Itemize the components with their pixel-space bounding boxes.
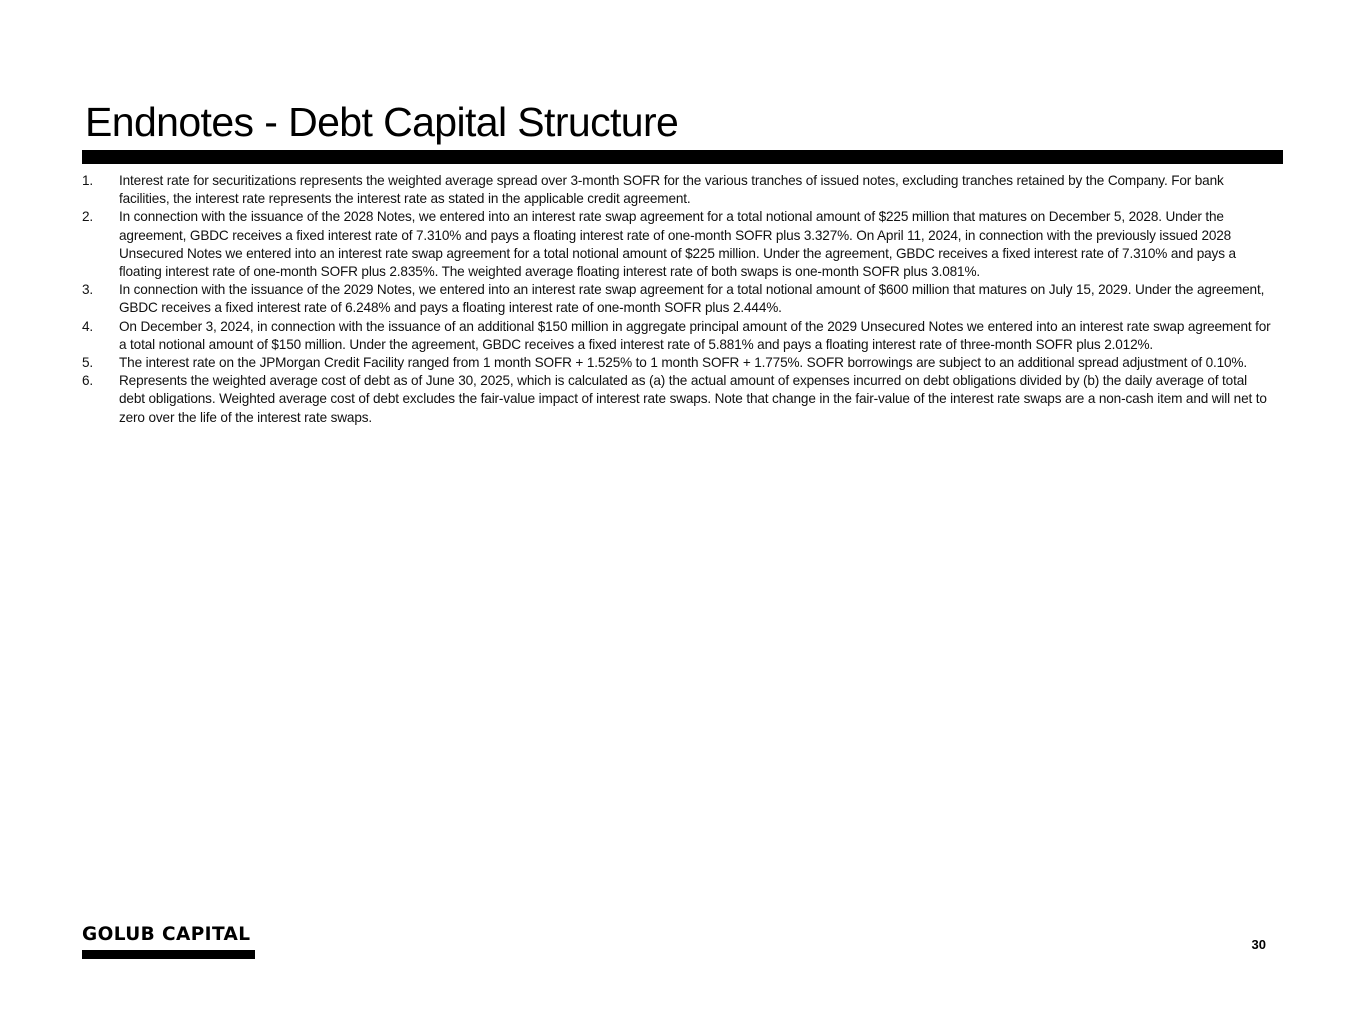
endnote-item: [82, 354, 1272, 372]
endnote-text: In connection with the issuance of the 2028 Notes, we entered into an interest rate swap agreement for a total notional amount of $225 million that matures on December 5, 2028. Under the agreement, GBDC receives a fixed interest rate of 7.310% and pays a floating interest rate of one-month SOFR plus 3.327%. On April 11, 2024, in connection with the previously issued 2028 Unsecured Notes we entered into an interest rate swap agreement for a total notional amount of $225 million. Under the agreement, GBDC receives a fixed interest rate of 7.310% and pays a floating interest rate of one-month SOFR plus 2.835%. The weighted average floating interest rate of both swaps is one-month SOFR plus 3.081%.: [119, 209, 1236, 280]
endnote-text: In connection with the issuance of the 2029 Notes, we entered into an interest rate swap agreement for a total notional amount of $600 million that matures on July 15, 2029. Under the agreement, GBDC receives a fixed interest rate of 6.248% and pays a floating interest rate of one-month SOFR plus 2.444%.: [119, 282, 1265, 316]
page-title: Endnotes - Debt Capital Structure: [85, 99, 679, 145]
endnote-number: 4.: [82, 318, 94, 334]
company-logo: [82, 924, 255, 946]
endnote-text: Represents the weighted average cost of debt as of June 30, 2025, which is calculated as (a) the actual amount of expenses incurred on debt obligations divided by (b) the daily average of total debt obligations. Weighted average cost of debt excludes the fair-value impact of interest rate swaps. Note that change in the fair-value of the interest rate swaps are a non-cash item and will net to zero over the life of the interest rate swaps.: [119, 373, 1267, 425]
endnote-number: 3.: [82, 282, 94, 298]
title-divider: [82, 150, 1283, 164]
endnote-text: The interest rate on the JPMorgan Credit Facility ranged from 1 month SOFR + 1.525% to 1 month SOFR + 1.775%. SOFR borrowings are subject to an additional spread adjustment of 0.10%.: [119, 355, 1247, 371]
endnote-number: 6.: [82, 373, 94, 389]
logo-underline-bar: [82, 950, 255, 959]
endnote-number: 5.: [82, 355, 94, 371]
endnotes-list: [82, 172, 1272, 427]
endnote-item: [82, 372, 1272, 427]
endnote-text: Interest rate for securitizations represents the weighted average spread over 3-month SOFR for the various tranches of issued notes, excluding tranches retained by the Company. For bank facilities, the interest rate represents the interest rate as stated in the applicable credit agreement.: [119, 173, 1224, 207]
logo-wordmark: GOLUB CAPITAL: [82, 924, 251, 945]
endnote-item: [82, 208, 1272, 281]
page-number: 30: [1251, 937, 1266, 952]
endnote-item: [82, 172, 1272, 208]
endnote-number: 2.: [82, 209, 94, 225]
endnote-item: [82, 281, 1272, 317]
endnote-item: [82, 318, 1272, 354]
endnote-number: 1.: [82, 173, 94, 188]
endnote-text: On December 3, 2024, in connection with the issuance of an additional $150 million in aggregate principal amount of the 2029 Unsecured Notes we entered into an interest rate swap agreement for a total notional amount of $150 million. Under the agreement, GBDC receives a fixed interest rate of 5.881% and pays a floating interest rate of three-month SOFR plus 2.012%.: [119, 318, 1271, 352]
